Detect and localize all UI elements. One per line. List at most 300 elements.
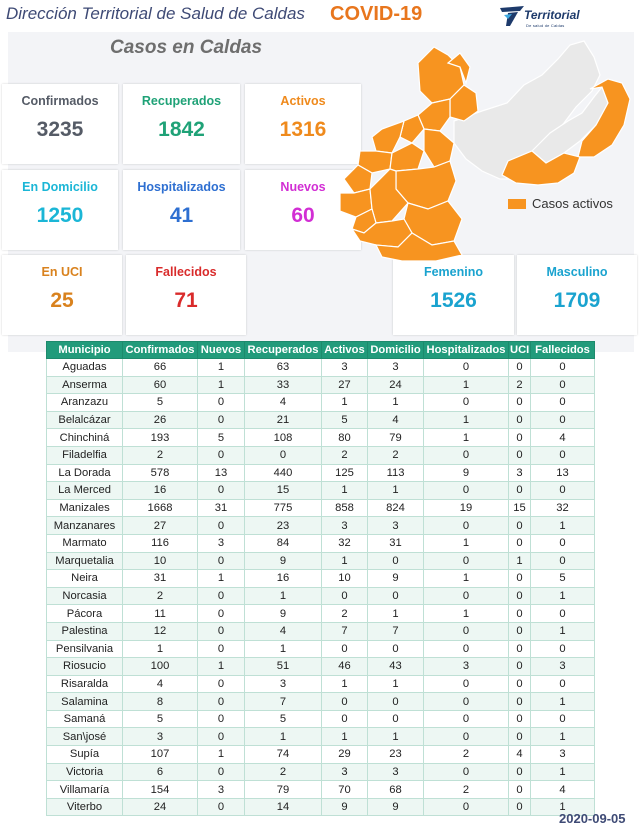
value-cell: 15 xyxy=(245,482,322,500)
value-cell: 7 xyxy=(322,622,368,640)
value-cell: 0 xyxy=(509,710,531,728)
municipio-cell: Manizales xyxy=(47,499,123,517)
card-value: 1526 xyxy=(430,289,477,312)
value-cell: 0 xyxy=(424,693,509,711)
value-cell: 1 xyxy=(322,675,368,693)
value-cell: 0 xyxy=(322,640,368,658)
value-cell: 3 xyxy=(368,763,424,781)
card-label: Confirmados xyxy=(21,94,99,108)
value-cell: 43 xyxy=(368,658,424,676)
municipio-cell: Villamaría xyxy=(47,781,123,799)
value-cell: 0 xyxy=(424,446,509,464)
value-cell: 0 xyxy=(424,710,509,728)
value-cell: 0 xyxy=(424,552,509,570)
value-cell: 0 xyxy=(368,552,424,570)
value-cell: 79 xyxy=(368,429,424,447)
value-cell: 0 xyxy=(322,693,368,711)
value-cell: 1 xyxy=(322,552,368,570)
value-cell: 0 xyxy=(245,446,322,464)
table-row xyxy=(47,411,595,429)
value-cell: 3 xyxy=(509,464,531,482)
value-cell: 0 xyxy=(198,675,245,693)
value-cell: 4 xyxy=(531,429,595,447)
table-row xyxy=(47,710,595,728)
value-cell: 66 xyxy=(123,359,198,377)
value-cell: 578 xyxy=(123,464,198,482)
value-cell: 0 xyxy=(424,482,509,500)
value-cell: 125 xyxy=(322,464,368,482)
value-cell: 1 xyxy=(424,376,509,394)
value-cell: 3 xyxy=(531,658,595,676)
municipio-cell: Manzanares xyxy=(47,517,123,535)
value-cell: 0 xyxy=(424,675,509,693)
value-cell: 0 xyxy=(322,587,368,605)
value-cell: 26 xyxy=(123,411,198,429)
value-cell: 0 xyxy=(509,482,531,500)
value-cell: 1 xyxy=(368,394,424,412)
municipio-cell: Supía xyxy=(47,746,123,764)
value-cell: 0 xyxy=(509,605,531,623)
municipio-cell: Victoria xyxy=(47,763,123,781)
card-value: 60 xyxy=(291,204,315,227)
value-cell: 824 xyxy=(368,499,424,517)
value-cell: 0 xyxy=(531,534,595,552)
value-cell: 32 xyxy=(531,499,595,517)
value-cell: 24 xyxy=(123,798,198,816)
value-cell: 24 xyxy=(368,376,424,394)
municipios-table xyxy=(46,341,595,816)
value-cell: 0 xyxy=(424,359,509,377)
municipio-cell: Marquetalia xyxy=(47,552,123,570)
value-cell: 3 xyxy=(368,517,424,535)
value-cell: 5 xyxy=(245,710,322,728)
card-value: 1842 xyxy=(158,118,205,141)
value-cell: 3 xyxy=(198,534,245,552)
value-cell: 23 xyxy=(245,517,322,535)
value-cell: 0 xyxy=(509,570,531,588)
value-cell: 0 xyxy=(509,394,531,412)
value-cell: 0 xyxy=(531,552,595,570)
value-cell: 2 xyxy=(368,446,424,464)
value-cell: 775 xyxy=(245,499,322,517)
value-cell: 1 xyxy=(424,605,509,623)
municipio-cell: Pensilvania xyxy=(47,640,123,658)
value-cell: 1668 xyxy=(123,499,198,517)
value-cell: 12 xyxy=(123,622,198,640)
map-region-aranzazu xyxy=(400,115,424,143)
table-row xyxy=(47,640,595,658)
value-cell: 3 xyxy=(322,763,368,781)
value-cell: 1 xyxy=(322,394,368,412)
page-title: Casos en Caldas xyxy=(110,37,263,58)
value-cell: 2 xyxy=(322,605,368,623)
table-row xyxy=(47,675,595,693)
column-header: Domicilio xyxy=(368,342,424,359)
card-masculino xyxy=(517,255,637,335)
value-cell: 0 xyxy=(424,517,509,535)
value-cell: 0 xyxy=(424,763,509,781)
value-cell: 0 xyxy=(198,693,245,711)
value-cell: 14 xyxy=(245,798,322,816)
value-cell: 0 xyxy=(198,728,245,746)
column-header: Confirmados xyxy=(123,342,198,359)
value-cell: 2 xyxy=(322,446,368,464)
table-row xyxy=(47,763,595,781)
value-cell: 3 xyxy=(368,359,424,377)
value-cell: 79 xyxy=(245,781,322,799)
value-cell: 2 xyxy=(424,746,509,764)
card-domicilio xyxy=(2,170,118,250)
card-value: 41 xyxy=(169,204,194,227)
covid-label: COVID-19 xyxy=(330,3,423,25)
value-cell: 1 xyxy=(531,517,595,535)
card-label: Hospitalizados xyxy=(137,180,226,194)
card-value: 1316 xyxy=(279,118,327,141)
value-cell: 6 xyxy=(123,763,198,781)
value-cell: 0 xyxy=(424,587,509,605)
table-row xyxy=(47,517,595,535)
value-cell: 16 xyxy=(245,570,322,588)
municipio-cell: Aguadas xyxy=(47,359,123,377)
value-cell: 0 xyxy=(531,482,595,500)
table-row xyxy=(47,446,595,464)
value-cell: 0 xyxy=(198,605,245,623)
value-cell: 10 xyxy=(322,570,368,588)
value-cell: 31 xyxy=(123,570,198,588)
value-cell: 1 xyxy=(322,728,368,746)
value-cell: 5 xyxy=(531,570,595,588)
column-header: Municipio xyxy=(47,342,123,359)
table-row xyxy=(47,605,595,623)
municipio-cell: Aranzazu xyxy=(47,394,123,412)
value-cell: 0 xyxy=(424,622,509,640)
value-cell: 0 xyxy=(509,411,531,429)
value-cell: 0 xyxy=(509,640,531,658)
table-row xyxy=(47,464,595,482)
card-label: Femenino xyxy=(423,265,484,279)
value-cell: 0 xyxy=(368,587,424,605)
report-date: 2020-09-05 xyxy=(559,811,626,826)
value-cell: 0 xyxy=(509,534,531,552)
card-label: Nuevos xyxy=(280,180,326,194)
value-cell: 4 xyxy=(531,781,595,799)
value-cell: 68 xyxy=(368,781,424,799)
table-row xyxy=(47,746,595,764)
value-cell: 4 xyxy=(509,746,531,764)
card-value: 71 xyxy=(174,289,198,312)
card-value: 25 xyxy=(50,289,74,312)
value-cell: 10 xyxy=(123,552,198,570)
value-cell: 2 xyxy=(424,781,509,799)
value-cell: 15 xyxy=(509,499,531,517)
card-fallecidos xyxy=(126,255,246,335)
value-cell: 0 xyxy=(198,552,245,570)
value-cell: 0 xyxy=(322,710,368,728)
municipio-cell: Salamina xyxy=(47,693,123,711)
value-cell: 0 xyxy=(509,728,531,746)
value-cell: 0 xyxy=(509,798,531,816)
value-cell: 1 xyxy=(531,763,595,781)
value-cell: 3 xyxy=(531,746,595,764)
value-cell: 0 xyxy=(368,640,424,658)
value-cell: 0 xyxy=(198,622,245,640)
value-cell: 1 xyxy=(531,798,595,816)
value-cell: 1 xyxy=(424,429,509,447)
value-cell: 1 xyxy=(424,570,509,588)
table-row xyxy=(47,499,595,517)
value-cell: 0 xyxy=(509,587,531,605)
column-header: Nuevos xyxy=(198,342,245,359)
value-cell: 46 xyxy=(322,658,368,676)
municipio-cell: Filadelfia xyxy=(47,446,123,464)
municipio-cell: Norcasia xyxy=(47,587,123,605)
value-cell: 4 xyxy=(245,394,322,412)
table-row xyxy=(47,376,595,394)
value-cell: 84 xyxy=(245,534,322,552)
value-cell: 80 xyxy=(322,429,368,447)
card-label: Recuperados xyxy=(141,94,222,108)
table-row xyxy=(47,394,595,412)
territorial-logo xyxy=(498,2,618,32)
value-cell: 0 xyxy=(198,710,245,728)
value-cell: 858 xyxy=(322,499,368,517)
municipio-cell: La Merced xyxy=(47,482,123,500)
value-cell: 0 xyxy=(531,411,595,429)
value-cell: 107 xyxy=(123,746,198,764)
logo-text: Territorial xyxy=(524,8,580,22)
card-uci xyxy=(2,255,122,335)
municipio-cell: Risaralda xyxy=(47,675,123,693)
card-label: En UCI xyxy=(41,265,83,279)
value-cell: 0 xyxy=(509,446,531,464)
value-cell: 9 xyxy=(368,798,424,816)
value-cell: 9 xyxy=(424,464,509,482)
card-value: 1709 xyxy=(553,289,601,312)
value-cell: 0 xyxy=(509,517,531,535)
card-label: Fallecidos xyxy=(155,265,217,279)
header-title: Dirección Territorial de Salud de Caldas xyxy=(6,4,305,23)
value-cell: 9 xyxy=(245,605,322,623)
value-cell: 3 xyxy=(424,658,509,676)
value-cell: 11 xyxy=(123,605,198,623)
value-cell: 5 xyxy=(123,710,198,728)
value-cell: 13 xyxy=(531,464,595,482)
value-cell: 3 xyxy=(322,517,368,535)
value-cell: 0 xyxy=(198,411,245,429)
value-cell: 440 xyxy=(245,464,322,482)
card-label: Activos xyxy=(280,94,326,108)
map-region-riosucio xyxy=(372,121,404,153)
value-cell: 0 xyxy=(198,517,245,535)
value-cell: 0 xyxy=(509,622,531,640)
value-cell: 9 xyxy=(245,552,322,570)
value-cell: 0 xyxy=(424,640,509,658)
value-cell: 32 xyxy=(322,534,368,552)
municipio-cell: Pácora xyxy=(47,605,123,623)
municipio-cell: La Dorada xyxy=(47,464,123,482)
value-cell: 0 xyxy=(198,640,245,658)
value-cell: 1 xyxy=(368,675,424,693)
value-cell: 0 xyxy=(509,359,531,377)
column-header: Fallecidos xyxy=(531,342,595,359)
value-cell: 51 xyxy=(245,658,322,676)
municipio-cell: Riosucio xyxy=(47,658,123,676)
value-cell: 0 xyxy=(424,728,509,746)
value-cell: 0 xyxy=(424,798,509,816)
value-cell: 0 xyxy=(531,359,595,377)
value-cell: 0 xyxy=(198,798,245,816)
value-cell: 4 xyxy=(245,622,322,640)
value-cell: 3 xyxy=(123,728,198,746)
table-row xyxy=(47,534,595,552)
value-cell: 100 xyxy=(123,658,198,676)
value-cell: 0 xyxy=(509,763,531,781)
value-cell: 23 xyxy=(368,746,424,764)
value-cell: 0 xyxy=(198,587,245,605)
value-cell: 21 xyxy=(245,411,322,429)
value-cell: 8 xyxy=(123,693,198,711)
table-row xyxy=(47,359,595,377)
table-row xyxy=(47,693,595,711)
card-label: En Domicilio xyxy=(22,180,98,194)
value-cell: 0 xyxy=(509,781,531,799)
table-row xyxy=(47,728,595,746)
value-cell: 1 xyxy=(198,746,245,764)
value-cell: 74 xyxy=(245,746,322,764)
value-cell: 1 xyxy=(245,728,322,746)
value-cell: 9 xyxy=(322,798,368,816)
card-value: 3235 xyxy=(36,118,84,141)
municipio-cell: Belalcázar xyxy=(47,411,123,429)
value-cell: 4 xyxy=(368,411,424,429)
value-cell: 13 xyxy=(198,464,245,482)
value-cell: 1 xyxy=(123,640,198,658)
column-header: Hospitalizados xyxy=(424,342,509,359)
card-recuperados xyxy=(123,84,240,164)
table-row xyxy=(47,781,595,799)
table-row xyxy=(47,482,595,500)
value-cell: 0 xyxy=(198,763,245,781)
value-cell: 1 xyxy=(245,587,322,605)
value-cell: 1 xyxy=(531,622,595,640)
value-cell: 0 xyxy=(368,693,424,711)
value-cell: 1 xyxy=(531,728,595,746)
value-cell: 1 xyxy=(198,376,245,394)
value-cell: 0 xyxy=(509,658,531,676)
municipio-cell: Anserma xyxy=(47,376,123,394)
value-cell: 0 xyxy=(531,605,595,623)
value-cell: 113 xyxy=(368,464,424,482)
municipio-cell: Chinchiná xyxy=(47,429,123,447)
value-cell: 1 xyxy=(368,482,424,500)
value-cell: 0 xyxy=(198,446,245,464)
value-cell: 0 xyxy=(509,675,531,693)
value-cell: 2 xyxy=(245,763,322,781)
value-cell: 1 xyxy=(531,587,595,605)
value-cell: 1 xyxy=(424,411,509,429)
column-header: Activos xyxy=(322,342,368,359)
municipio-cell: Viterbo xyxy=(47,798,123,816)
value-cell: 0 xyxy=(509,693,531,711)
card-value: 1250 xyxy=(36,204,84,227)
value-cell: 31 xyxy=(368,534,424,552)
logo-mark-icon xyxy=(498,5,526,27)
value-cell: 5 xyxy=(198,429,245,447)
value-cell: 3 xyxy=(198,781,245,799)
value-cell: 29 xyxy=(322,746,368,764)
value-cell: 1 xyxy=(368,728,424,746)
card-femenino xyxy=(393,255,514,335)
value-cell: 116 xyxy=(123,534,198,552)
value-cell: 0 xyxy=(424,394,509,412)
table-row xyxy=(47,622,595,640)
value-cell: 27 xyxy=(322,376,368,394)
value-cell: 2 xyxy=(509,376,531,394)
table-row xyxy=(47,429,595,447)
municipio-cell: Palestina xyxy=(47,622,123,640)
caldas-map xyxy=(332,33,638,265)
table-row xyxy=(47,552,595,570)
value-cell: 9 xyxy=(368,570,424,588)
value-cell: 0 xyxy=(509,429,531,447)
value-cell: 108 xyxy=(245,429,322,447)
value-cell: 5 xyxy=(123,394,198,412)
value-cell: 0 xyxy=(531,710,595,728)
value-cell: 16 xyxy=(123,482,198,500)
value-cell: 154 xyxy=(123,781,198,799)
value-cell: 2 xyxy=(123,587,198,605)
value-cell: 1 xyxy=(424,534,509,552)
value-cell: 3 xyxy=(322,359,368,377)
table-row xyxy=(47,798,595,816)
column-header: UCI xyxy=(509,342,531,359)
value-cell: 0 xyxy=(198,394,245,412)
value-cell: 60 xyxy=(123,376,198,394)
value-cell: 31 xyxy=(198,499,245,517)
value-cell: 1 xyxy=(198,570,245,588)
value-cell: 5 xyxy=(322,411,368,429)
municipios-table-wrap xyxy=(46,341,594,816)
value-cell: 0 xyxy=(368,710,424,728)
table-row xyxy=(47,658,595,676)
municipio-cell: Neira xyxy=(47,570,123,588)
value-cell: 1 xyxy=(368,605,424,623)
column-header: Recuperados xyxy=(245,342,322,359)
value-cell: 1 xyxy=(531,693,595,711)
value-cell: 0 xyxy=(531,376,595,394)
value-cell: 1 xyxy=(245,640,322,658)
value-cell: 1 xyxy=(198,658,245,676)
table-row xyxy=(47,587,595,605)
municipio-cell: Marmato xyxy=(47,534,123,552)
value-cell: 1 xyxy=(198,359,245,377)
value-cell: 33 xyxy=(245,376,322,394)
value-cell: 0 xyxy=(531,640,595,658)
value-cell: 7 xyxy=(368,622,424,640)
value-cell: 3 xyxy=(245,675,322,693)
table-header-row xyxy=(47,342,595,359)
value-cell: 27 xyxy=(123,517,198,535)
value-cell: 7 xyxy=(245,693,322,711)
logo-subtext: De salud de Caldas xyxy=(526,23,565,28)
value-cell: 1 xyxy=(509,552,531,570)
card-label: Masculino xyxy=(546,265,608,279)
value-cell: 70 xyxy=(322,781,368,799)
value-cell: 0 xyxy=(531,446,595,464)
legend-swatch xyxy=(508,199,526,209)
value-cell: 1 xyxy=(322,482,368,500)
value-cell: 0 xyxy=(531,394,595,412)
